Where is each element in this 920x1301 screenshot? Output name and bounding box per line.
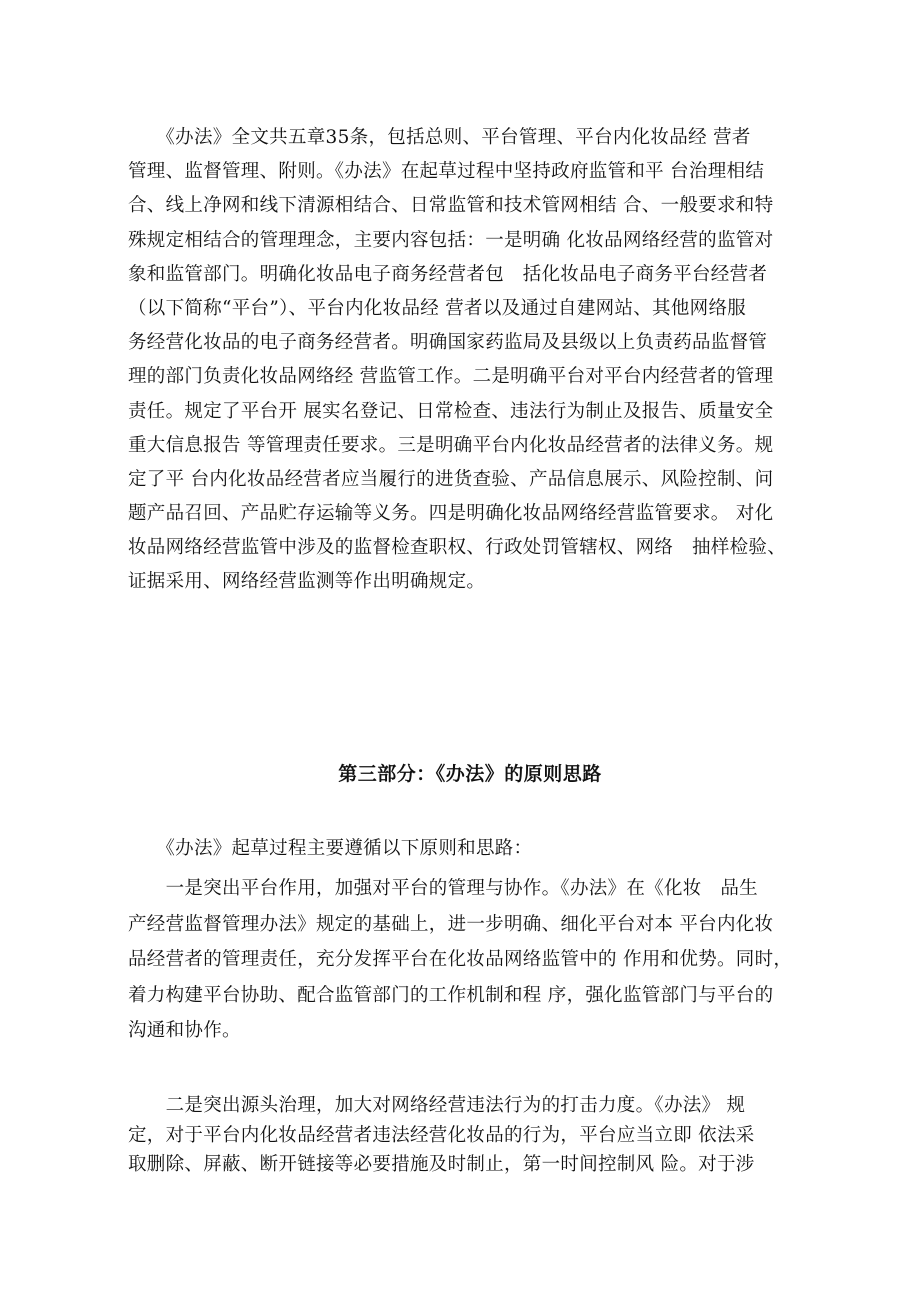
text-line: 定了平 台内化妆品经营者应当履行的进货查验、产品信息展示、风险控制、问 <box>128 468 774 490</box>
paragraph-measures-overview <box>128 121 786 600</box>
text-line: 殊规定相结合的管理理念，主要内容包括：一是明确 化妆品网络经营的监管对 <box>128 229 774 251</box>
text-line: 《办法》起草过程主要遵循以下原则和思路： <box>128 838 533 859</box>
text-line: 二是突出源头治理，加大对网络经营违法行为的打击力度。《办法》 规 <box>128 1095 746 1116</box>
text-line: 务经营化妆品的电子商务经营者。明确国家药监局及县级以上负责药品监督管 <box>128 332 768 354</box>
paragraph-principle-one <box>128 871 792 1049</box>
paragraph-principle-two <box>128 1091 755 1180</box>
text-line: 一是突出平台作用，加强对平台的管理与协作。《办法》在《化妆 品生 <box>128 878 758 899</box>
text-line: （以下简称“平台”）、平台内化妆品经 营者以及通过自建网站、其他网络服 <box>128 297 747 319</box>
text-line: 重大信息报告 等管理责任要求。三是明确平台内化妆品经营者的法律义务。规 <box>128 434 774 456</box>
text-line: 着力构建平台协助、配合监管部门的工作机制和程 序，强化监管部门与平台的 <box>128 984 774 1006</box>
text-line: 沟通和协作。 <box>128 1020 241 1042</box>
text-line: 合、线上净网和线下清源相结合、日常监管和技术管网相结 合、一般要求和特 <box>128 195 774 217</box>
text-line: 管理、监督管理、附则。《办法》在起草过程中坚持政府监管和平 台治理相结 <box>128 161 765 183</box>
text-line: 取删除、屏蔽、断开链接等必要措施及时制止，第一时间控制风 险。对于涉 <box>128 1154 755 1176</box>
section-heading: 第三部分：《办法》的原则思路 <box>338 763 602 785</box>
paragraph-principles-intro <box>128 832 532 866</box>
text-line: 责任。规定了平台开 展实名登记、日常检查、违法行为制止及报告、质量安全 <box>128 400 774 422</box>
text-line: 妆品网络经营监管中涉及的监督检查职权、行政处罚管辖权、网络 抽样检验、 <box>128 537 787 559</box>
text-line: 品经营者的管理责任，充分发挥平台在化妆品网络监管中的 作用和优势。同时， <box>128 949 793 971</box>
text-line: 定，对于平台内化妆品经营者违法经营化妆品的行为，平台应当立即 依法采 <box>128 1124 755 1146</box>
text-line: 象和监管部门。明确化妆品电子商务经营者包 括化妆品电子商务平台经营者 <box>128 263 768 285</box>
text-line: 产经营监督管理办法》规定的基础上，进一步明确、细化平台对本 平台内化妆 <box>128 913 774 935</box>
text-line: 题产品召回、产品贮存运输等义务。四是明确化妆品网络经营监管要求。 对化 <box>128 503 774 525</box>
text-line: 证据采用、网络经营监测等作出明确规定。 <box>128 571 486 593</box>
text-line: 《办法》全文共五章35条，包括总则、平台管理、平台内化妆品经 营者 <box>128 127 751 148</box>
text-line: 理的部门负责化妆品网络经 营监管工作。二是明确平台对平台内经营者的管理 <box>128 366 774 388</box>
